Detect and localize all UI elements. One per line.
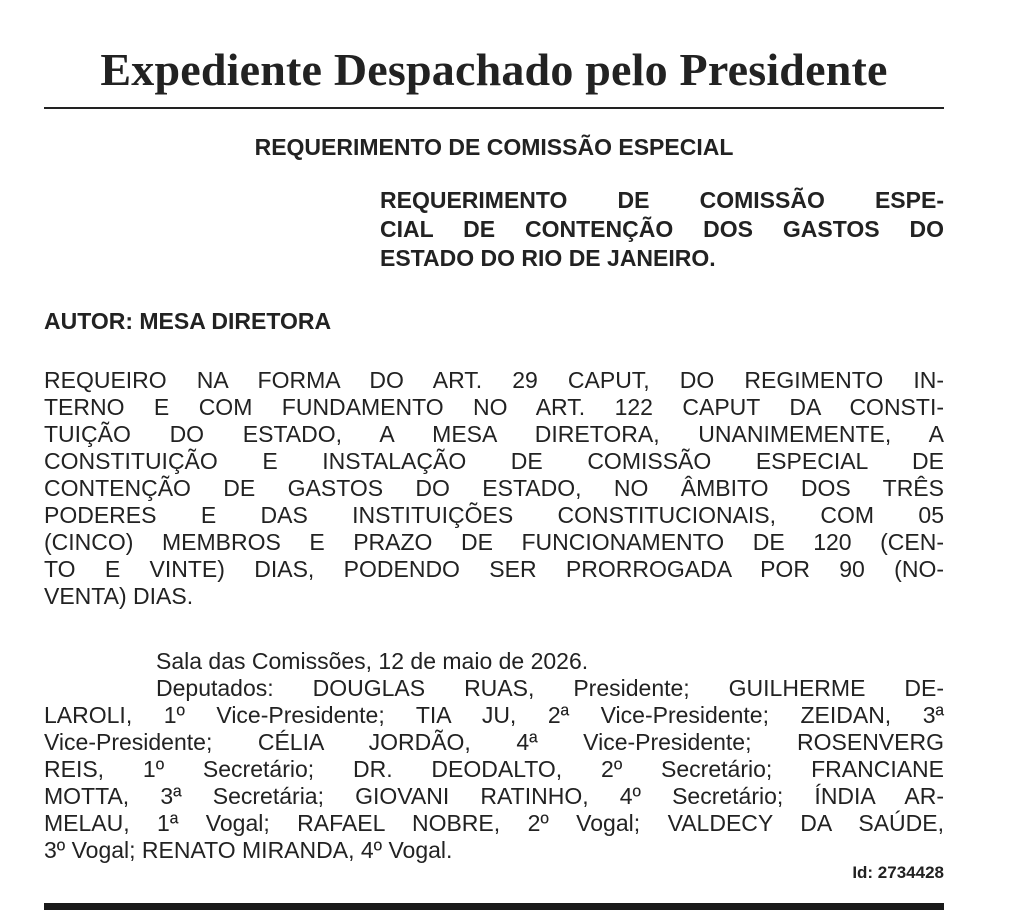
request-line: CONSTITUIÇÃO E INSTALAÇÃO DE COMISSÃO ESPECIAL DE: [44, 448, 944, 474]
signatories-line: Deputados: DOUGLAS RUAS, Presidente; GUILHERME DE-: [156, 675, 944, 701]
request-line: REQUEIRO NA FORMA DO ART. 29 CAPUT, DO REGIMENTO IN-: [44, 367, 944, 393]
signatories-line: MOTTA, 3ª Secretária; GIOVANI RATINHO, 4º Secretário; ÍNDIA AR-: [44, 783, 944, 809]
subject-line: CIAL DE CONTENÇÃO DOS GASTOS DO: [380, 216, 944, 242]
author-line: AUTOR: MESA DIRETORA: [44, 308, 332, 334]
signatories-line: REIS, 1º Secretário; DR. DEODALTO, 2º Secretário; FRANCIANE: [44, 756, 944, 782]
request-paragraph: [44, 367, 944, 610]
request-subject: [380, 186, 944, 273]
title-divider: [44, 107, 944, 109]
page-title: Expediente Despachado pelo Presidente: [100, 44, 888, 95]
subject-line: REQUERIMENTO DE COMISSÃO ESPE-: [380, 187, 944, 213]
signatories-line: Vice-Presidente; CÉLIA JORDÃO, 4ª Vice-Presidente; ROSENVERG: [44, 729, 944, 755]
request-line: (CINCO) MEMBROS E PRAZO DE FUNCIONAMENTO DE 120 (CEN-: [44, 529, 944, 555]
document-id: Id: 2734428: [852, 863, 944, 882]
signature-block: [44, 648, 944, 864]
signatories-line: LAROLI, 1º Vice-Presidente; TIA JU, 2ª Vice-Presidente; ZEIDAN, 3ª: [44, 702, 944, 728]
signatories-line: MELAU, 1ª Vogal; RAFAEL NOBRE, 2º Vogal; VALDECY DA SAÚDE,: [44, 810, 944, 836]
request-line: CONTENÇÃO DE GASTOS DO ESTADO, NO ÂMBITO DOS TRÊS: [44, 475, 944, 501]
request-line: TUIÇÃO DO ESTADO, A MESA DIRETORA, UNANIMEMENTE, A: [44, 421, 944, 447]
bottom-divider: [44, 903, 944, 910]
subject-line: ESTADO DO RIO DE JANEIRO.: [380, 245, 716, 271]
request-line: TERNO E COM FUNDAMENTO NO ART. 122 CAPUT DA CONSTI-: [44, 394, 944, 420]
request-line: TO E VINTE) DIAS, PODENDO SER PRORROGADA POR 90 (NO-: [44, 556, 944, 582]
signatories-line: 3º Vogal; RENATO MIRANDA, 4º Vogal.: [44, 837, 453, 863]
request-line: PODERES E DAS INSTITUIÇÕES CONSTITUCIONAIS, COM 05: [44, 502, 944, 528]
section-heading: REQUERIMENTO DE COMISSÃO ESPECIAL: [254, 134, 734, 160]
session-date-line: Sala das Comissões, 12 de maio de 2026.: [156, 648, 589, 674]
request-line: VENTA) DIAS.: [44, 583, 194, 609]
